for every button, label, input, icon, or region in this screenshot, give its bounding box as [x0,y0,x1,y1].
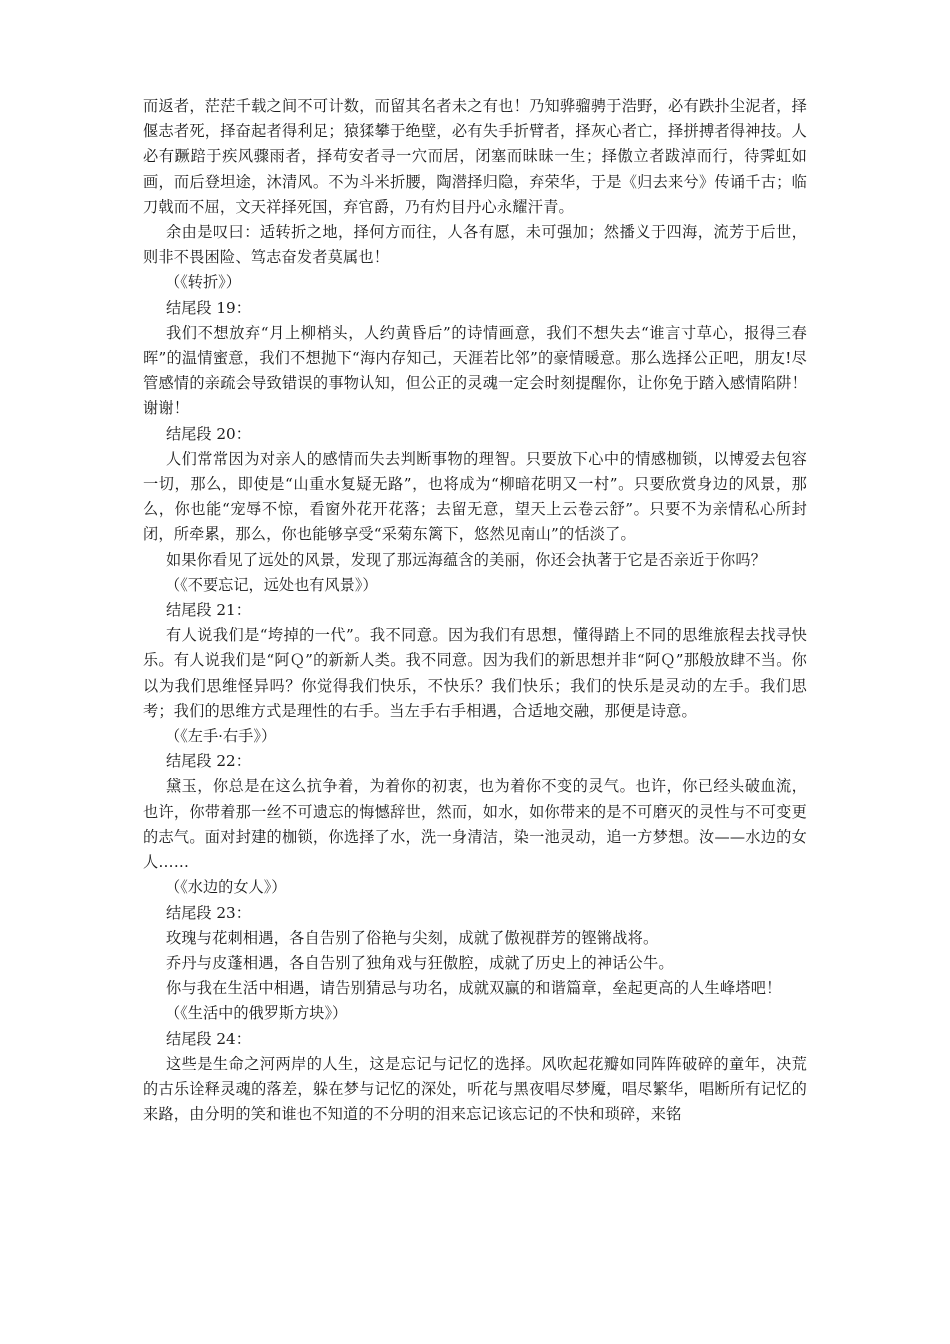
source-title: （《转折》） [165,273,241,292]
source-title: （《左手·右手》） [165,727,277,746]
body-paragraph: 我们不想放弃“月上柳梢头，人约黄昏后”的诗情画意，我们不想失去“谁言寸草心，报得三春晖”的温情蜜意，我们不想抛下“海内存知己，天涯若比邻”的豪情暖意。那么选择公正吧，朋友!尽管感情的亲疏会导致错误的事物认知，但公正的灵魂一定会时刻提醒你，让你免于踏入感情陷阱！谢谢！ [143,323,807,418]
body-paragraph: 余由是叹曰：适转折之地，择何方而往，人各有愿，未可强加；然播义于四海，流芳于后世，则非不畏困险、笃志奋发者莫属也！ [143,223,807,267]
body-paragraph: 有人说我们是“垮掉的一代”。我不同意。因为我们有思想，懂得踏上不同的思维旅程去找寻快乐。有人说我们是“阿Ｑ”的新新人类。我不同意。因为我们的新思想并非“阿Ｑ”那般放肆不当。你以为我们思维怪异吗？你觉得我们快乐，不快乐？我们快乐；我们的快乐是灵动的左手。我们思考；我们的思维方式是理性的右手。当左手右手相遇，合适地交融，那便是诗意。 [143,626,807,720]
body-paragraph: 你与我在生活中相遇，请告别猜忌与功名，成就双赢的和谐篇章，垒起更高的人生峰塔吧！ [166,979,782,998]
document-page [143,94,807,1127]
body-paragraph: 而返者，茫茫千载之间不可计数，而留其名者未之有也！乃知骅骝骋于浩野，必有跌扑尘泥者，择偃志者死，择奋起者得利足；猿猱攀于绝壁，必有失手折臂者，择灰心者亡，择拼搏者得神技。人必有蹶踣于疾风骤雨者，择苟安者寻一穴而居，闭塞而昧昧一生；择傲立者跋淖而行，待霁虹如画，而后登坦途，沐清风。不为斗米折腰，陶潜择归隐，弃荣华，于是《归去来兮》传诵千古；临刀戟而不屈，文天祥择死国，弃官爵，乃有灼目丹心永耀汗青。 [143,97,807,216]
section-heading: 结尾段 21： [166,601,251,620]
section-heading: 结尾段 22： [166,752,251,771]
body-paragraph: 玫瑰与花刺相遇，各自告别了俗艳与尖刻，成就了傲视群芳的铿锵战将。 [166,928,659,947]
source-title: （《生活中的俄罗斯方块》） [165,1004,348,1023]
section-heading: 结尾段 23： [166,903,251,922]
section-heading: 结尾段 19： [166,298,251,317]
source-title: （《不要忘记，远处也有风景》） [165,575,378,594]
body-paragraph: 这些是生命之河两岸的人生，这是忘记与记忆的选择。风吹起花瓣如同阵阵破碎的童年，决荒的古乐诠释灵魂的落差，躲在梦与记忆的深处，听花与黑夜唱尽梦魇，唱尽繁华，唱断所有记忆的来路，由分明的笑和谁也不知道的不分明的泪来忘记该忘记的不快和琐碎，来铭 [143,1054,807,1124]
body-paragraph: 乔丹与皮蓬相遇，各自告别了独角戏与狂傲腔，成就了历史上的神话公牛。 [166,953,674,972]
body-paragraph: 如果你看见了远处的风景，发现了那远海蕴含的美丽，你还会执著于它是否亲近于你吗？ [166,550,767,569]
source-title: （《水边的女人》） [165,878,287,897]
body-paragraph: 人们常常因为对亲人的感情而失去判断事物的理智。只要放下心中的情感枷锁，以博爱去包容一切，那么，即使是“山重水复疑无路”，也将成为“柳暗花明又一村”。只要欣赏身边的风景，那么，你也能“宠辱不惊，看窗外花开花落；去留无意，望天上云卷云舒”。只要不为亲情私心所封闭，所牵累，那么，你也能够享受“采菊东篱下，悠然见南山”的恬淡了。 [143,449,807,544]
body-paragraph: 黛玉，你总是在这么抗争着，为着你的初衷，也为着你不变的灵气。也许，你已经头破血流，也许，你带着那一丝不可遗忘的悔憾辞世，然而，如水，如你带来的是不可磨灭的灵性与不可变更的志气。面对封建的枷锁，你选择了水，洗一身清洁，染一池灵动，追一方梦想。汝——水边的女人…… [143,777,807,872]
section-heading: 结尾段 24： [166,1029,251,1048]
section-heading: 结尾段 20： [166,424,251,443]
